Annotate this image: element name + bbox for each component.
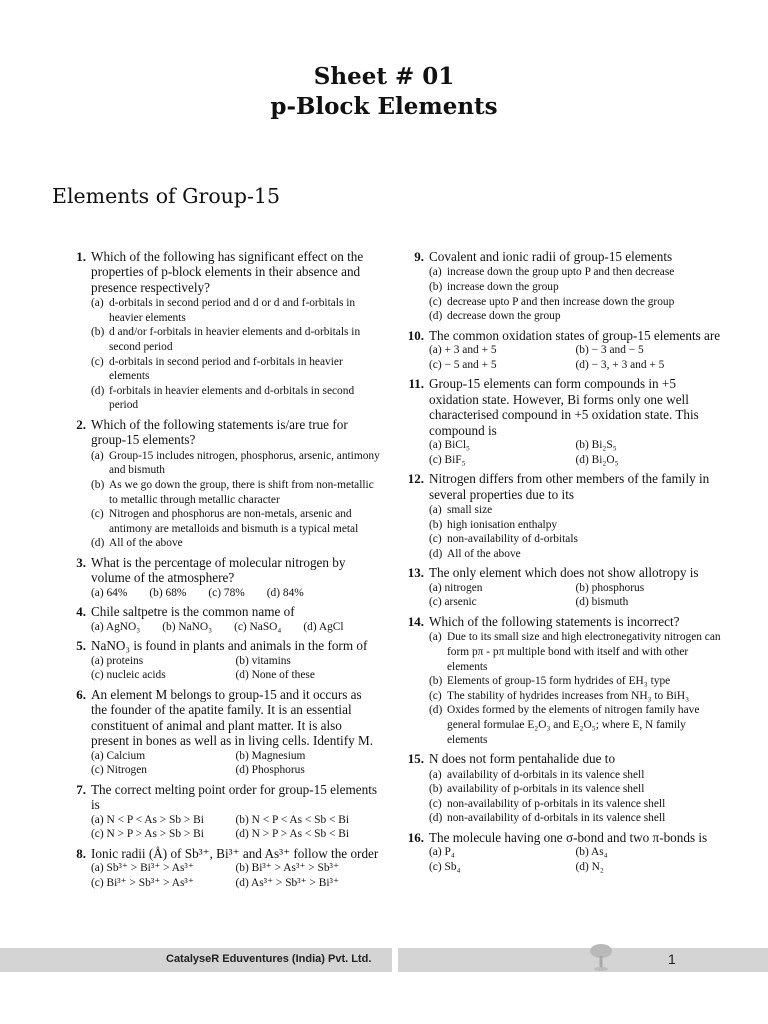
question-body (429, 830, 722, 875)
question-item (64, 687, 380, 778)
option-label: (d) (429, 704, 443, 717)
option-text: All of the above (447, 547, 521, 560)
option-item: (a) Calcium (91, 749, 146, 762)
option-list (429, 768, 722, 826)
option-item (429, 797, 722, 812)
option-item: (b) 68% (149, 586, 187, 599)
page-title (0, 62, 768, 122)
page-number: 1 (668, 951, 676, 967)
option-item: (b) Magnesium (235, 749, 306, 762)
option-item: (b) phosphorus (575, 581, 645, 594)
option-text: d-orbitals in second period and f-orbitals in heavier elements (109, 355, 343, 383)
option-item: (b) Bi³⁺ > As³⁺ > Sb³⁺ (235, 862, 339, 875)
option-row (91, 586, 380, 601)
question-body (429, 565, 722, 610)
question-item (402, 565, 722, 610)
question-body (91, 249, 380, 413)
question-number: 16. (407, 829, 424, 845)
option-label: (c) (429, 689, 442, 702)
question-number: 5. (76, 638, 86, 654)
option-text: decrease down the group (447, 310, 561, 323)
option-item (429, 630, 722, 674)
question-item (402, 471, 722, 561)
option-item (429, 265, 722, 280)
option-item: (b) N < P < As < Sb < Bi (235, 813, 350, 826)
option-label: (c) (429, 295, 442, 308)
question-text: Group-15 elements can form compounds in +5 oxidation state. However, Bi forms only one well characterised compound in +5 oxidation state. This compound is (429, 376, 699, 438)
question-body (91, 604, 380, 634)
option-item (429, 782, 722, 797)
option-item: (d) N₂ (575, 860, 604, 873)
option-item (429, 674, 722, 689)
question-text: Chile saltpetre is the common name of (91, 604, 295, 620)
option-label: (d) (91, 537, 105, 550)
question-text: N does not form pentahalide due to (429, 751, 616, 767)
question-body (91, 555, 380, 600)
option-label: (b) (91, 326, 105, 339)
option-item (429, 295, 722, 310)
question-number: 8. (76, 845, 86, 861)
option-label: (c) (91, 355, 104, 368)
option-item: (a) nitrogen (429, 581, 483, 594)
option-item: (c) Bi³⁺ > Sb³⁺ > As³⁺ (91, 876, 194, 889)
question-body (429, 614, 722, 747)
option-grid (91, 749, 380, 778)
question-text: Covalent and ionic radii of group-15 elements (429, 249, 673, 264)
tree-logo-icon (588, 942, 614, 972)
option-item: (b) − 3 and − 5 (575, 344, 644, 357)
option-item (91, 478, 380, 507)
option-item: (d) 84% (266, 586, 304, 599)
option-text: availability of p-orbitals in its valence shell (447, 783, 645, 796)
question-number: 10. (407, 327, 424, 343)
question-number: 11. (408, 376, 424, 392)
question-item (64, 604, 380, 634)
question-text: Ionic radii (Å) of Sb³⁺, Bi³⁺ and As³⁺ follow the order (91, 845, 379, 861)
question-body (91, 417, 380, 551)
option-item: (a) proteins (91, 654, 144, 667)
question-text: Nitrogen differs from other members of the family in several properties due to its (429, 471, 710, 502)
sheet-number: Sheet # 01 (313, 63, 455, 90)
option-label: (c) (429, 797, 442, 810)
option-text: small size (447, 504, 493, 516)
question-text: What is the percentage of molecular nitrogen by volume of the atmosphere? (91, 554, 346, 586)
question-body (429, 328, 722, 373)
question-number: 3. (76, 554, 86, 570)
option-text: decrease upto P and then increase down the group (447, 295, 675, 308)
question-number: 9. (414, 249, 424, 264)
question-number: 12. (407, 471, 424, 487)
question-body (91, 638, 380, 683)
option-item: (a) P₄ (429, 846, 455, 859)
option-grid (429, 845, 722, 874)
option-item (429, 518, 722, 533)
option-label: (b) (429, 675, 443, 688)
option-item: (d) AgCl (303, 620, 344, 633)
footer-company-name: CatalyseR Eduventures (India) Pvt. Ltd. (166, 953, 372, 965)
option-item: (a) AgNO₃ (91, 620, 141, 633)
option-item: (a) BiCl₅ (429, 439, 470, 451)
option-item: (b) NaNO₃ (162, 620, 213, 633)
option-text: d-orbitals in second period and d or d and f-orbitals in heavier elements (109, 297, 356, 324)
question-item (64, 638, 380, 683)
option-item: (c) NaSO₄ (234, 620, 282, 633)
option-grid (429, 343, 722, 372)
question-item (402, 376, 722, 467)
questions-column-right (402, 249, 722, 879)
option-label: (b) (429, 281, 443, 293)
option-label: (a) (429, 768, 442, 781)
option-text: Group-15 includes nitrogen, phosphorus, arsenic, antimony and bismuth (109, 449, 380, 477)
option-item (91, 296, 380, 325)
option-label: (a) (91, 297, 104, 310)
option-grid (91, 654, 380, 683)
option-label: (c) (429, 533, 442, 546)
sheet-topic: p-Block Elements (270, 93, 498, 120)
option-item: (c) nucleic acids (91, 669, 166, 682)
section-heading: Elements of Group-15 (52, 184, 281, 208)
option-item: (c) BiF₅ (429, 453, 466, 466)
question-body (91, 846, 380, 891)
option-list (429, 503, 722, 561)
option-row (91, 620, 380, 635)
option-text: As we go down the group, there is shift from non-metallic to metallic through metallic character (109, 478, 374, 506)
option-text: Nitrogen and phosphorus are non-metals, arsenic and antimony are metalloids and bismuth is a typical metal (109, 508, 359, 535)
option-grid (91, 861, 380, 890)
option-text: Elements of group-15 form hydrides of EH₃ type (447, 675, 671, 688)
question-text: An element M belongs to group-15 and it occurs as the founder of the apatite family. It is an essential constituent of animal and plant matter. It is also present in bones as well as in living cells. Identify M. (91, 686, 374, 749)
question-body (429, 751, 722, 826)
question-item (64, 846, 380, 891)
option-label: (a) (91, 449, 104, 462)
option-list (429, 265, 722, 323)
option-list (91, 449, 380, 551)
option-item (91, 325, 380, 354)
question-text: The only element which does not show allotropy is (429, 565, 699, 581)
question-item (402, 830, 722, 875)
option-item (91, 384, 380, 413)
question-text: The molecule having one σ-bond and two π-bonds is (429, 829, 708, 845)
option-item: (c) N > P > As > Sb > Bi (91, 828, 204, 841)
option-item: (d) Bi₂O₅ (575, 453, 619, 466)
option-label: (b) (429, 518, 443, 531)
question-body (429, 376, 722, 467)
question-body (429, 249, 722, 324)
option-item: (d) bismuth (575, 596, 629, 609)
question-body (429, 471, 722, 561)
question-text: NaNO₃ is found in plants and animals in the form of (91, 638, 368, 654)
option-item (429, 703, 722, 747)
footer-bar-right (398, 948, 768, 972)
question-text: Which of the following statements is/are true for group-15 elements? (91, 416, 348, 448)
question-text: The common oxidation states of group-15 elements are (429, 327, 721, 343)
option-item (429, 689, 722, 704)
option-item: (c) Sb₄ (429, 860, 461, 873)
option-item: (d) As³⁺ > Sb³⁺ > Bi³⁺ (235, 876, 339, 889)
option-list (429, 630, 722, 747)
option-text: Oxides formed by the elements of nitrogen family have general formulae E₂O₃ and E₂O₅; where E, N family elements (447, 704, 700, 746)
option-item: (d) N > P > As < Sb < Bi (235, 828, 350, 841)
option-item (429, 811, 722, 826)
option-text: non-availability of d-orbitals (447, 533, 578, 546)
question-text: Which of the following statements is incorrect? (429, 613, 680, 629)
option-item: (a) N < P < As > Sb > Bi (91, 813, 204, 826)
option-grid (429, 438, 722, 467)
option-item (429, 503, 722, 518)
option-item (91, 355, 380, 384)
question-item (64, 417, 380, 551)
option-label: (a) (429, 631, 442, 644)
option-item: (c) arsenic (429, 596, 477, 609)
option-text: non-availability of d-orbitals in its valence shell (447, 812, 666, 825)
option-item (91, 536, 380, 551)
question-item (64, 782, 380, 842)
option-list (91, 296, 380, 413)
question-item (402, 614, 722, 747)
option-label: (d) (429, 310, 443, 323)
option-item (429, 768, 722, 783)
option-item: (b) As₄ (575, 846, 608, 859)
option-text: increase down the group (447, 281, 559, 293)
option-item: (c) Nitrogen (91, 764, 147, 777)
option-item (429, 280, 722, 295)
option-label: (d) (429, 547, 443, 560)
option-item: (c) − 5 and + 5 (429, 358, 497, 371)
option-item: (a) Sb³⁺ > Bi³⁺ > As³⁺ (91, 862, 194, 875)
option-text: non-availability of p-orbitals in its valence shell (447, 797, 666, 810)
question-item (402, 751, 722, 826)
question-item (402, 249, 722, 324)
option-text: The stability of hydrides increases from NH₃ to BiH₃ (447, 689, 690, 702)
option-label: (a) (429, 266, 442, 279)
option-item: (d) None of these (235, 669, 315, 682)
option-text: f-orbitals in heavier elements and d-orbitals in second period (109, 384, 355, 412)
option-label: (b) (429, 783, 443, 796)
option-text: Due to its small size and high electronegativity nitrogen can form pπ - pπ multiple bond with itself and with other elements (447, 631, 721, 673)
question-number: 14. (407, 613, 424, 629)
option-text: high ionisation enthalpy (447, 518, 558, 531)
question-number: 4. (76, 604, 86, 620)
question-number: 13. (407, 565, 424, 581)
option-item: (c) 78% (208, 586, 245, 599)
questions-column-left (64, 249, 380, 894)
question-text: The correct melting point order for group-15 elements is (91, 781, 377, 813)
question-number: 15. (407, 751, 424, 767)
option-item (91, 507, 380, 536)
option-grid (91, 813, 380, 842)
option-text: d and/or f-orbitals in heavier elements and d-orbitals in second period (109, 326, 361, 353)
option-item (429, 532, 722, 547)
option-item (91, 449, 380, 478)
question-item (64, 555, 380, 600)
question-body (91, 782, 380, 842)
option-label: (c) (91, 508, 104, 521)
option-item (429, 547, 722, 562)
question-body (91, 687, 380, 778)
question-number: 6. (76, 686, 86, 702)
option-label: (d) (91, 384, 105, 397)
option-text: availability of d-orbitals in its valence shell (447, 768, 645, 781)
option-item: (a) + 3 and + 5 (429, 344, 497, 357)
option-item: (a) 64% (91, 586, 128, 599)
option-label: (a) (429, 504, 442, 516)
option-item: (d) Phosphorus (235, 764, 305, 777)
page-footer (0, 948, 768, 972)
option-item: (d) − 3, + 3 and + 5 (575, 358, 665, 371)
option-label: (d) (429, 812, 443, 825)
option-item (429, 309, 722, 324)
option-label: (b) (91, 478, 105, 491)
option-grid (429, 581, 722, 610)
option-item: (b) Bi₂S₅ (575, 439, 617, 451)
question-number: 1. (76, 249, 86, 264)
question-item (402, 328, 722, 373)
question-number: 2. (76, 416, 86, 432)
option-text: All of the above (109, 537, 183, 550)
option-text: increase down the group upto P and then decrease (447, 266, 675, 279)
option-item: (b) vitamins (235, 654, 291, 667)
question-number: 7. (76, 781, 86, 797)
question-item (64, 249, 380, 413)
question-text: Which of the following has significant effect on the properties of p-block elements in their absence and presence respectively? (91, 249, 364, 295)
